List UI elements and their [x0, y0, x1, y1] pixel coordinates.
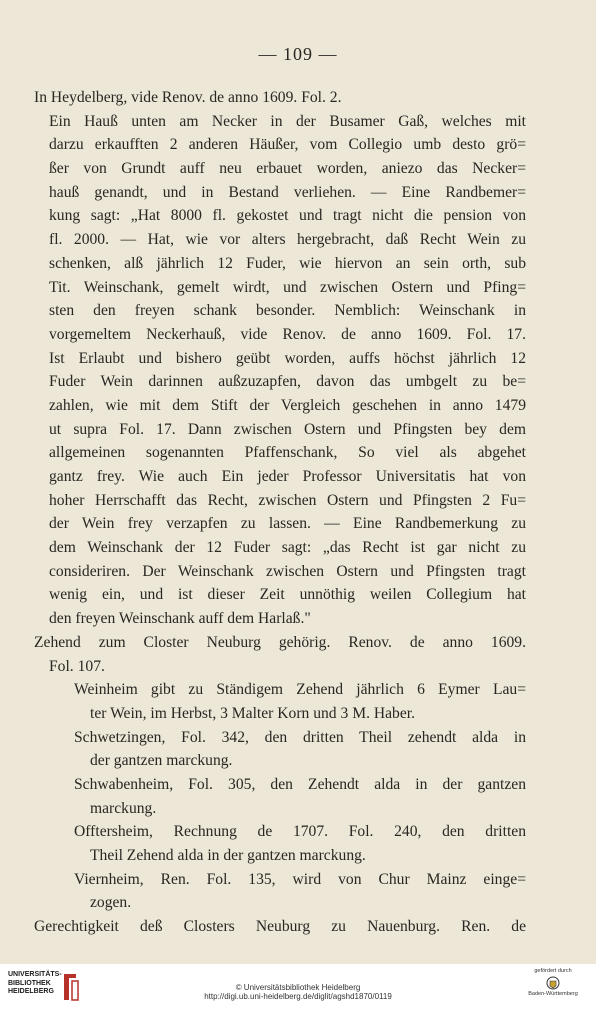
state-crest-icon: [546, 976, 560, 990]
text-line: Offtersheim, Rechnung de 1707. Fol. 240, den dritten: [74, 823, 526, 841]
text-line: kung sagt: „Hat 8000 fl. gekostet und tragt nicht die pension von: [49, 207, 526, 225]
sponsor: [518, 968, 588, 997]
text-line: Ist Erlaubt und bishero geübt worden, auffs höchst jährlich 12: [49, 349, 526, 367]
text-line: Weinheim gibt zu Ständigem Zehend jährlich 6 Eymer Lau=: [74, 681, 526, 699]
text-line: ter Wein, im Herbst, 3 Malter Korn und 3 M. Haber.: [90, 704, 415, 722]
text-line: dem Weinschank der 12 Fuder sagt: „das Recht ist gar nicht zu: [49, 539, 526, 557]
text-line: vorgemeltem Neckerhauß, vide Renov. de anno 1609. Fol. 17.: [49, 325, 526, 343]
text-line: gantz frey. Wie auch Ein jeder Professor Universitatis hat von: [49, 468, 526, 485]
copyright-text: © Universitätsbibliothek Heidelberg: [235, 983, 361, 992]
text-line: Schwabenheim, Fol. 305, den Zehendt alda in der gantzen: [74, 775, 526, 793]
text-line: Zehend zum Closter Neuburg gehörig. Renov. de anno 1609.: [34, 633, 526, 651]
text-line: allgemeinen sogenannten Pfaffenschank, So viel als abgehet: [49, 444, 526, 462]
text-line: zahlen, wie mit dem Stift der Vergleich geschehen in anno 1479: [49, 396, 526, 414]
text-line: schenken, alß jährlich 12 Fuder, wie hiervon an sein orth, sub: [49, 254, 526, 272]
text-line: hauß genandt, und in Bestand verliehen. — Eine Randbemer=: [49, 183, 526, 201]
text-line: den freyen Weinschank auff dem Harlaß.": [49, 610, 311, 628]
text-line: Schwetzingen, Fol. 342, den dritten Theil zehendt alda in: [74, 728, 526, 746]
text-line: Gerechtigkeit deß Closters Neuburg zu Nauenburg. Ren. de: [34, 918, 526, 936]
permalink[interactable]: http://digi.ub.uni-heidelberg.de/diglit/agshd1870/0119: [204, 992, 392, 1001]
text-line: Theil Zehend alda in der gantzen marckung.: [90, 847, 366, 864]
page-number: — 109 —: [258, 44, 338, 64]
text-line: wenig ein, und ist dieser Zeit unnöthig weilen Collegium hat: [49, 586, 526, 604]
text-line: consideriren. Der Weinschank zwischen Ostern und Pfingsten tragt: [49, 562, 526, 580]
text-line: ßer von Grundt auff neu erbauet worden, aniezo das Necker=: [49, 160, 526, 178]
text-line: Tit. Weinschank, gemelt wirdt, und zwischen Ostern und Pfing=: [49, 278, 526, 296]
text-line: hoher Herrschafft das Recht, zwischen Ostern und Pfingsten 2 Fu=: [49, 491, 526, 509]
text-line: der Wein frey verzapfen zu lassen. — Eine Randbemerkung zu: [49, 515, 526, 533]
text-line: fl. 2000. — Hat, wie vor alters hergebracht, daß Recht Wein zu: [49, 231, 526, 249]
body-text: [34, 86, 526, 939]
library-name-line: BIBLIOTHEK: [8, 979, 51, 987]
text-line: sten den freyen schank besonder. Nemblich: Weinschank in: [49, 302, 526, 320]
library-name-line: UNIVERSITÄTS-: [8, 971, 62, 978]
text-line: In Heydelberg, vide Renov. de anno 1609. Fol. 2.: [34, 89, 342, 106]
text-line: marckung.: [90, 799, 157, 817]
text-line: zogen.: [90, 894, 132, 912]
text-line: Fuder Wein darinnen außzuzapfen, davon das umbgelt zu be=: [49, 373, 526, 391]
text-line: Ein Hauß unten am Necker in der Busamer Gaß, welches mit: [49, 112, 526, 130]
text-line: ut supra Fol. 17. Dann zwischen Ostern und Pfingsten bey dem: [49, 420, 526, 438]
library-name-line: HEIDELBERG: [8, 988, 54, 995]
text-line: darzu erkaufften 2 anderen Häußer, vom Collegio umb desto grö=: [49, 136, 526, 154]
text-line: der gantzen marckung.: [90, 752, 233, 770]
viewer-footer: [0, 964, 596, 1010]
sponsor-name: Baden-Württemberg: [528, 991, 578, 997]
sponsor-label: gefördert durch: [534, 968, 572, 974]
text-line: Viernheim, Ren. Fol. 135, wird von Chur Mainz einge=: [74, 870, 526, 888]
text-line: Fol. 107.: [49, 657, 105, 675]
